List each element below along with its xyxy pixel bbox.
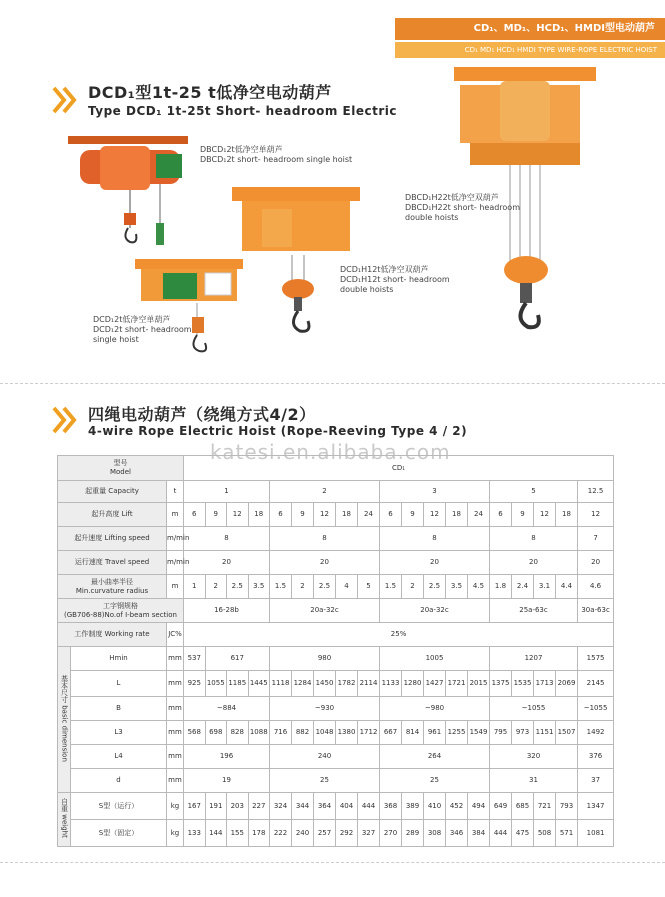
table-cell: 1185 xyxy=(227,671,249,697)
table-cell: 795 xyxy=(490,721,512,745)
table-row xyxy=(58,481,614,503)
table-cell: 404 xyxy=(336,793,358,820)
watermark: katesi.en.alibaba.com xyxy=(210,440,451,464)
table-cell: d xyxy=(71,769,167,793)
table-cell: 961 xyxy=(424,721,446,745)
table-cell: Hmin xyxy=(71,647,167,671)
table-cell: kg xyxy=(167,820,184,847)
spec-table xyxy=(57,455,614,847)
table-cell: 1081 xyxy=(578,820,614,847)
table-row xyxy=(58,575,614,599)
table-cell: 4 xyxy=(336,575,358,599)
table-row xyxy=(58,745,614,769)
table-cell: mm xyxy=(167,671,184,697)
table-cell: 793 xyxy=(556,793,578,820)
table-cell: 工字钢规格 (GB706-88)No.of I-beam section xyxy=(58,599,184,623)
table-cell: 227 xyxy=(248,793,270,820)
table-cell: 2145 xyxy=(578,671,614,697)
table-cell: 20 xyxy=(184,551,270,575)
table-cell: 203 xyxy=(227,793,249,820)
table-cell: 24 xyxy=(358,503,380,527)
table-cell: 882 xyxy=(292,721,314,745)
table-row xyxy=(58,456,614,481)
table-cell: 3 xyxy=(380,481,490,503)
table-cell: 18 xyxy=(336,503,358,527)
table-cell: 144 xyxy=(205,820,227,847)
model-label: 型号 Model xyxy=(58,456,184,481)
table-cell: 2.5 xyxy=(227,575,249,599)
table-cell: 4.6 xyxy=(578,575,614,599)
section-divider xyxy=(0,383,665,384)
table-cell: JC% xyxy=(167,623,184,647)
table-cell: 20a-32c xyxy=(270,599,380,623)
table-cell: 537 xyxy=(184,647,206,671)
table-cell: 2.5 xyxy=(424,575,446,599)
table-cell: 828 xyxy=(227,721,249,745)
table-cell: 270 xyxy=(380,820,402,847)
table-cell: 389 xyxy=(402,793,424,820)
table-row xyxy=(58,599,614,623)
table-cell: m/min xyxy=(167,551,184,575)
table-cell: 30a-63c xyxy=(578,599,614,623)
table-cell: m xyxy=(167,575,184,599)
table-cell: 1347 xyxy=(578,793,614,820)
table-cell: S型（运行） xyxy=(71,793,167,820)
section2-title-en: 4-wire Rope Electric Hoist (Rope-Reeving Type 4 / 2) xyxy=(88,424,468,438)
table-cell: mm xyxy=(167,647,184,671)
table-cell: mm xyxy=(167,697,184,721)
table-cell: 327 xyxy=(358,820,380,847)
table-cell: 9 xyxy=(512,503,534,527)
table-cell: 1782 xyxy=(336,671,358,697)
table-cell: 1207 xyxy=(490,647,578,671)
table-cell: 1549 xyxy=(468,721,490,745)
table-cell: 25% xyxy=(184,623,614,647)
table-cell: 2.5 xyxy=(314,575,336,599)
table-cell: 191 xyxy=(205,793,227,820)
table-cell: 8 xyxy=(380,527,490,551)
table-cell: 20 xyxy=(270,551,380,575)
table-cell: 9 xyxy=(292,503,314,527)
table-cell: 8 xyxy=(184,527,270,551)
table-cell: 2 xyxy=(205,575,227,599)
table-cell: 368 xyxy=(380,793,402,820)
table-cell: 1575 xyxy=(578,647,614,671)
table-cell: 3.5 xyxy=(248,575,270,599)
table-cell: 12 xyxy=(314,503,336,527)
table-cell: mm xyxy=(167,721,184,745)
table-cell: 19 xyxy=(184,769,270,793)
table-cell: 178 xyxy=(248,820,270,847)
table-cell: 1712 xyxy=(358,721,380,745)
table-cell: 2069 xyxy=(556,671,578,697)
table-cell: mm xyxy=(167,769,184,793)
table-cell: 24 xyxy=(468,503,490,527)
table-cell: 1005 xyxy=(380,647,490,671)
table-row xyxy=(58,697,614,721)
table-cell: 320 xyxy=(490,745,578,769)
table-cell: 222 xyxy=(270,820,292,847)
table-row xyxy=(58,721,614,745)
table-row xyxy=(58,820,614,847)
table-cell: 376 xyxy=(578,745,614,769)
table-cell: 1445 xyxy=(248,671,270,697)
caption-3: DCD₁H12t低净空双葫芦 DCD₁H12t short- headroom double hoists xyxy=(340,265,450,294)
caption-2: DBCD₁H22t低净空双葫芦 DBCD₁H22t short- headroom double hoists xyxy=(405,193,520,222)
dims-label: 基本尺寸 basic dimension xyxy=(58,647,71,793)
table-cell: 167 xyxy=(184,793,206,820)
table-cell: 最小曲率半径 Min.curvature radius xyxy=(58,575,167,599)
table-cell: 12 xyxy=(578,503,614,527)
table-cell: 292 xyxy=(336,820,358,847)
table-cell: 410 xyxy=(424,793,446,820)
table-cell: 1 xyxy=(184,481,270,503)
chevron-right-icon xyxy=(52,84,78,116)
table-cell: 240 xyxy=(270,745,380,769)
table-cell: 814 xyxy=(402,721,424,745)
table-cell: 133 xyxy=(184,820,206,847)
table-cell: 20 xyxy=(490,551,578,575)
table-cell: 12 xyxy=(534,503,556,527)
caption-4: DCD₁2t低净空单葫芦 DCD₁2t short- headroom single hoist xyxy=(93,315,192,344)
table-cell: 1.5 xyxy=(270,575,292,599)
section1-title-en: Type DCD₁ 1t-25t Short- headroom Electric xyxy=(88,104,397,118)
table-cell: 12 xyxy=(424,503,446,527)
table-cell: 1280 xyxy=(402,671,424,697)
table-cell: 4.5 xyxy=(468,575,490,599)
table-cell: 起升高度 Lift xyxy=(58,503,167,527)
table-cell: L3 xyxy=(71,721,167,745)
table-cell: 384 xyxy=(468,820,490,847)
chevron-right-icon xyxy=(52,404,78,436)
table-cell: 475 xyxy=(512,820,534,847)
table-row xyxy=(58,527,614,551)
table-cell: 1088 xyxy=(248,721,270,745)
table-cell: 3.5 xyxy=(446,575,468,599)
table-cell: 1118 xyxy=(270,671,292,697)
table-cell: 5 xyxy=(358,575,380,599)
table-row xyxy=(58,503,614,527)
table-cell: 9 xyxy=(205,503,227,527)
table-cell: 346 xyxy=(446,820,468,847)
table-cell: 20 xyxy=(578,551,614,575)
table-cell: 8 xyxy=(270,527,380,551)
table-cell: 980 xyxy=(270,647,380,671)
table-cell: m/min xyxy=(167,527,184,551)
header-banner: CD₁、MD₁、HCD₁、HMDI型电动葫芦 xyxy=(395,18,665,40)
table-cell: 257 xyxy=(314,820,336,847)
table-cell: 18 xyxy=(446,503,468,527)
table-cell: 571 xyxy=(556,820,578,847)
table-cell: t xyxy=(167,481,184,503)
weight-label: 自重 weight xyxy=(58,793,71,847)
table-cell: 6 xyxy=(270,503,292,527)
table-cell: 925 xyxy=(184,671,206,697)
table-cell: 240 xyxy=(292,820,314,847)
table-cell: 1427 xyxy=(424,671,446,697)
table-cell: 508 xyxy=(534,820,556,847)
hoist-image-dcd-single xyxy=(135,255,245,370)
table-cell: 7 xyxy=(578,527,614,551)
table-cell: ~1055 xyxy=(578,697,614,721)
table-cell: 452 xyxy=(446,793,468,820)
table-cell: 25 xyxy=(270,769,380,793)
section1-title-cn: DCD₁型1t-25 t低净空电动葫芦 xyxy=(88,83,332,102)
table-row xyxy=(58,671,614,697)
caption-1: DBCD₁2t低净空单葫芦 DBCD₁2t short- headroom single hoist xyxy=(200,145,353,164)
table-row xyxy=(58,793,614,820)
table-cell: 1.5 xyxy=(380,575,402,599)
table-cell: kg xyxy=(167,793,184,820)
table-cell: B xyxy=(71,697,167,721)
table-row xyxy=(58,647,614,671)
table-cell: L xyxy=(71,671,167,697)
table-cell: ~980 xyxy=(380,697,490,721)
model-value: CD₁ xyxy=(184,456,614,481)
table-cell: 20a-32c xyxy=(380,599,490,623)
table-cell: 1055 xyxy=(205,671,227,697)
table-cell: 6 xyxy=(490,503,512,527)
table-cell: 1255 xyxy=(446,721,468,745)
table-cell: 444 xyxy=(490,820,512,847)
hoist-image-dbcd-single xyxy=(60,128,200,253)
table-cell: 289 xyxy=(402,820,424,847)
table-cell: 1375 xyxy=(490,671,512,697)
table-cell: 308 xyxy=(424,820,446,847)
table-cell: L4 xyxy=(71,745,167,769)
table-cell: 364 xyxy=(314,793,336,820)
table-cell: 2 xyxy=(292,575,314,599)
table-cell: S型（固定） xyxy=(71,820,167,847)
table-cell: 工作制度 Working rate xyxy=(58,623,167,647)
table-cell: 1.8 xyxy=(490,575,512,599)
table-cell: 685 xyxy=(512,793,534,820)
table-cell: 起重量 Capacity xyxy=(58,481,167,503)
table-cell: 973 xyxy=(512,721,534,745)
table-row xyxy=(58,623,614,647)
table-cell: 5 xyxy=(490,481,578,503)
table-cell: mm xyxy=(167,745,184,769)
table-cell: 18 xyxy=(556,503,578,527)
table-cell: 12 xyxy=(227,503,249,527)
table-cell: 1535 xyxy=(512,671,534,697)
table-cell: 649 xyxy=(490,793,512,820)
table-cell: 1380 xyxy=(336,721,358,745)
table-cell: 494 xyxy=(468,793,490,820)
table-cell: 264 xyxy=(380,745,490,769)
table-cell: 20 xyxy=(380,551,490,575)
table-cell: 1 xyxy=(184,575,206,599)
table-cell: 1507 xyxy=(556,721,578,745)
table-cell: 起升速度 Lifting speed xyxy=(58,527,167,551)
table-cell: 25 xyxy=(380,769,490,793)
header-subbanner: CD₁ MD₁ HCD₁ HMDI TYPE WIRE-ROPE ELECTRIC HOIST xyxy=(395,42,665,58)
bottom-divider xyxy=(0,862,665,863)
table-cell: 1492 xyxy=(578,721,614,745)
table-cell: 16-28b xyxy=(184,599,270,623)
table-cell: 1048 xyxy=(314,721,336,745)
table-cell: ~930 xyxy=(270,697,380,721)
table-cell: ~884 xyxy=(184,697,270,721)
table-cell: 324 xyxy=(270,793,292,820)
table-cell: 2 xyxy=(402,575,424,599)
table-cell: 1713 xyxy=(534,671,556,697)
table-cell: 运行速度 Travel speed xyxy=(58,551,167,575)
table-cell: 444 xyxy=(358,793,380,820)
table-cell: 2 xyxy=(270,481,380,503)
table-cell: 6 xyxy=(184,503,206,527)
table-cell: 8 xyxy=(490,527,578,551)
table-row xyxy=(58,769,614,793)
table-cell: 1133 xyxy=(380,671,402,697)
table-cell: 6 xyxy=(380,503,402,527)
section2-title-cn: 四绳电动葫芦（绕绳方式4/2） xyxy=(88,405,316,424)
table-cell: 568 xyxy=(184,721,206,745)
table-cell: 9 xyxy=(402,503,424,527)
table-cell: 667 xyxy=(380,721,402,745)
table-row xyxy=(58,551,614,575)
table-cell: 1450 xyxy=(314,671,336,697)
table-cell: 344 xyxy=(292,793,314,820)
table-cell: 37 xyxy=(578,769,614,793)
table-cell: 1721 xyxy=(446,671,468,697)
table-cell: ~1055 xyxy=(490,697,578,721)
table-cell: m xyxy=(167,503,184,527)
table-cell: 1151 xyxy=(534,721,556,745)
table-cell: 3.1 xyxy=(534,575,556,599)
table-cell: 2114 xyxy=(358,671,380,697)
table-cell: 25a-63c xyxy=(490,599,578,623)
table-cell: 2015 xyxy=(468,671,490,697)
table-cell: 698 xyxy=(205,721,227,745)
table-cell: 721 xyxy=(534,793,556,820)
table-cell: 617 xyxy=(205,647,270,671)
table-cell: 196 xyxy=(184,745,270,769)
table-cell: 31 xyxy=(490,769,578,793)
table-cell: 18 xyxy=(248,503,270,527)
table-cell: 4.4 xyxy=(556,575,578,599)
table-cell: 2.4 xyxy=(512,575,534,599)
table-cell: 155 xyxy=(227,820,249,847)
table-cell: 716 xyxy=(270,721,292,745)
table-cell: 12.5 xyxy=(578,481,614,503)
table-cell: 1284 xyxy=(292,671,314,697)
